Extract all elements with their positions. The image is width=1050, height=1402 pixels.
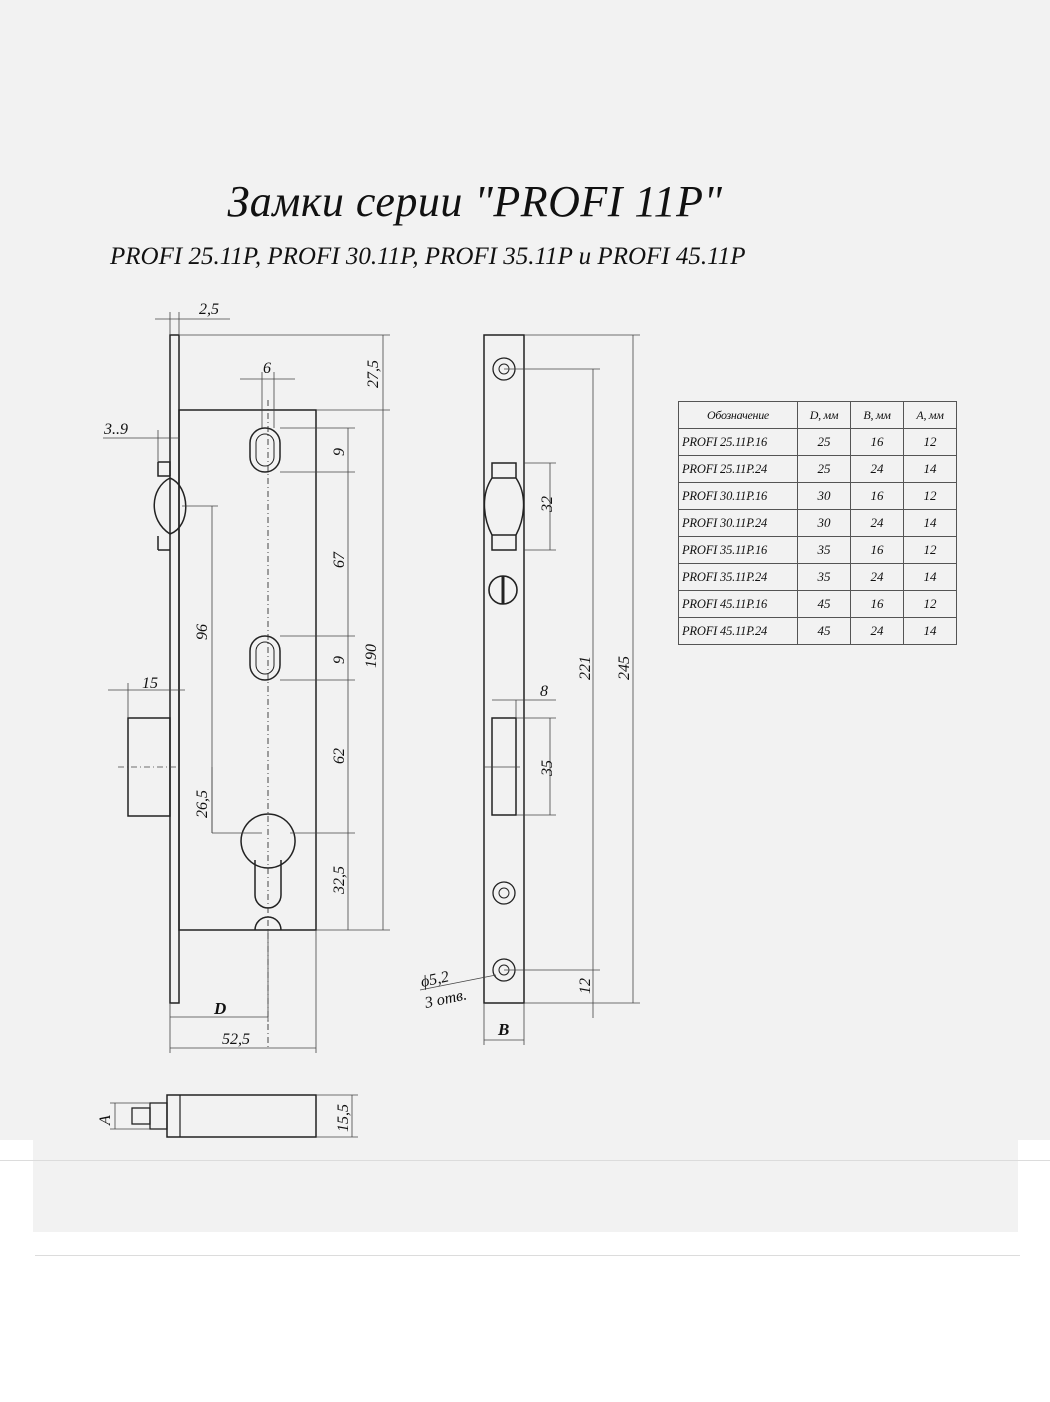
header-designation: Обозначение [679,402,798,429]
page-subtitle: PROFI 25.11P, PROFI 30.11P, PROFI 35.11P и PROFI 45.11P [110,243,746,270]
dim-15-5: 15,5 [335,1104,352,1132]
dim-12: 12 [577,978,594,994]
cell-d: 35 [798,564,851,591]
cell-designation: PROFI 45.11P.24 [679,618,798,645]
top-view-latch [150,1103,167,1129]
cell-b: 24 [851,564,904,591]
top-view-latch-tip [132,1108,150,1124]
dim-6: 6 [263,360,271,377]
lock-top-view [97,1095,358,1137]
cell-designation: PROFI 30.11P.16 [679,483,798,510]
screw-hole-mid [493,882,515,904]
cell-d: 25 [798,429,851,456]
lock-case [179,410,316,930]
page-title: Замки серии "PROFI 11P" [227,177,723,226]
cell-b: 16 [851,483,904,510]
top-view-dimension-lines [110,1095,358,1137]
header-b: B, мм [851,402,904,429]
dim-15: 15 [142,675,158,692]
cell-designation: PROFI 45.11P.16 [679,591,798,618]
lock-front-view [103,301,390,1053]
cell-d: 45 [798,618,851,645]
dim-67: 67 [331,552,348,568]
cell-designation: PROFI 35.11P.24 [679,564,798,591]
cell-d: 30 [798,510,851,537]
cell-d: 25 [798,456,851,483]
cell-b: 24 [851,456,904,483]
cell-designation: PROFI 25.11P.24 [679,456,798,483]
dim-27-5: 27,5 [365,360,382,388]
switch-screw [489,576,517,604]
cell-a: 12 [904,483,957,510]
dim-190: 190 [363,644,380,668]
faceplate [484,335,524,1003]
faceplate-side [170,335,179,1003]
dim-D: D [214,999,227,1018]
dim-2-5: 2,5 [199,301,219,318]
cell-a: 14 [904,618,957,645]
cell-designation: PROFI 35.11P.16 [679,537,798,564]
table-row [679,483,957,510]
cell-d: 30 [798,483,851,510]
dim-hole-diameter: ϕ5,2 [419,968,451,991]
cell-a: 14 [904,510,957,537]
dim-52-5: 52,5 [222,1031,250,1048]
dim-32-5: 32,5 [331,866,348,894]
dim-hole-count: 3 отв. [423,986,469,1012]
dim-A: A [97,1115,114,1125]
mounting-slot-mid-inner [256,642,274,674]
cell-designation: PROFI 30.11P.24 [679,510,798,537]
table-row [679,510,957,537]
dim-221: 221 [577,656,594,680]
dim-3-9: 3..9 [104,421,128,438]
table-row [679,591,957,618]
dim-245: 245 [616,656,633,680]
table-row [679,429,957,456]
cell-b: 16 [851,537,904,564]
latch-face [484,463,523,550]
table-row [679,456,957,483]
cell-b: 24 [851,510,904,537]
faceplate-dimension-lines [420,335,640,1045]
mounting-slot-top [250,428,280,472]
spec-table [678,401,957,645]
mounting-slot-top-inner [256,434,274,466]
cell-a: 14 [904,456,957,483]
header-d: D, мм [798,402,851,429]
header-a: A, мм [904,402,957,429]
dim-B: B [498,1020,510,1039]
deadbolt-face [492,718,516,815]
cell-designation: PROFI 25.11P.16 [679,429,798,456]
cell-a: 14 [904,564,957,591]
dim-35: 35 [539,760,556,776]
top-view-case [167,1095,316,1137]
cell-a: 12 [904,429,957,456]
dim-9-mid: 9 [331,656,348,664]
cell-d: 35 [798,537,851,564]
table-row [679,618,957,645]
dim-62: 62 [331,748,348,764]
dim-26-5: 26,5 [194,790,211,818]
dim-96: 96 [194,624,211,640]
cell-b: 16 [851,591,904,618]
cell-a: 12 [904,537,957,564]
mounting-slot-mid [250,636,280,680]
dim-8: 8 [540,683,548,700]
table-header-row [679,402,957,429]
table-row [679,537,957,564]
cell-b: 16 [851,429,904,456]
table-row [679,564,957,591]
dim-32: 32 [539,496,556,512]
faceplate-view [419,335,640,1045]
cell-a: 12 [904,591,957,618]
cell-d: 45 [798,591,851,618]
dim-9-top: 9 [331,448,348,456]
cell-b: 24 [851,618,904,645]
